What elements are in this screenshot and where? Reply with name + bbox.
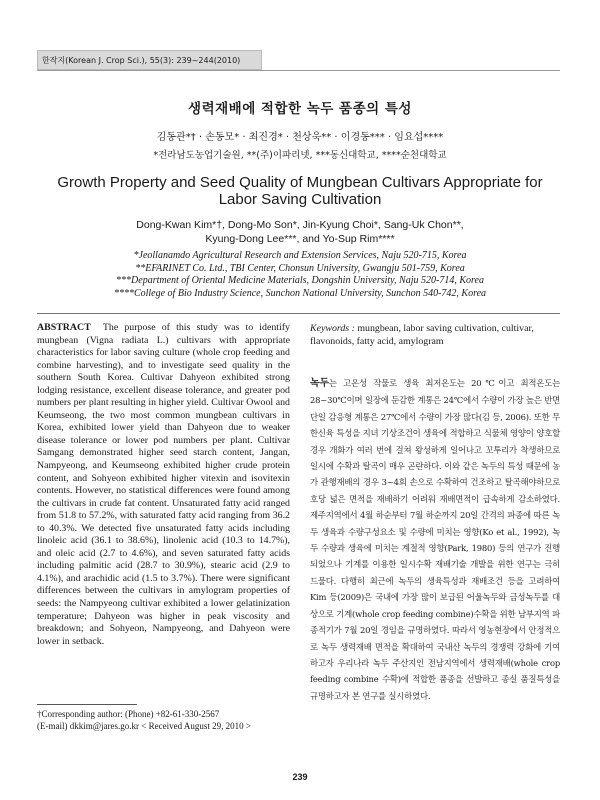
affiliation-4: ****College of Bio Industry Science, Sunchon National University, Sunchon 540-742, Korea — [113, 288, 487, 300]
affiliation-2: **EFARINET Co. Ltd., TBI Center, Chonsun University, Gwangju 501-759, Korea — [135, 262, 465, 274]
abstract — [37, 322, 290, 648]
korean-title: 생력재배에 적합한 녹두 품종의 특성 — [188, 101, 412, 117]
page-number: 239 — [292, 772, 308, 782]
english-authors — [0, 218, 600, 246]
introduction — [310, 375, 560, 704]
section-rule — [37, 313, 560, 314]
footnote-rule — [37, 704, 137, 705]
intro-lead: 녹두 — [310, 378, 329, 389]
english-affiliations — [0, 250, 600, 301]
keywords-text: mungbean, labor saving cultivation, cultivar, flavonoids, fatty acid, amylogram — [310, 323, 534, 347]
english-authors-line2: Kyung-Dong Lee***, and Yo-Sup Rim**** — [205, 233, 395, 245]
affiliation-1: *Jeollanamdo Agricultural Research and Extension Services, Naju 520-715, Korea — [133, 250, 467, 261]
english-title-line2: Labor Saving Cultivation — [218, 191, 382, 208]
korean-affiliations: *전라남도농업기술원, **(주)이파리넷, ***동신대학교, ****순천대학교 — [153, 150, 447, 161]
keywords-label: Keywords : — [310, 323, 355, 334]
footnote — [37, 709, 297, 732]
english-title-line1: Growth Property and Seed Quality of Mungbean Cultivars Appropriate for — [57, 174, 543, 191]
affiliation-3: ***Department of Oriental Medicine Materials, Dongshin University, Naju 520-714, Korea — [116, 275, 484, 287]
korean-authors: 김동관*† · 손동모* · 최진경* · 천상욱** · 이경동*** · 임요섭**** — [156, 132, 444, 143]
footnote-corresponding: †Corresponding author: (Phone) +82-61-330-2567 — [37, 709, 220, 719]
header-rule — [37, 70, 560, 71]
intro-text: 는 고온성 작물로 생육 최저온도는 20℃이고 최적온도는 28~30℃이며 일장에 둔감한 계통은 24℃에서 수량이 가장 높은 반면 단일 감응형 계통은 27℃에서 수량이 가장 많다(김 등, 2006). 또한 무한신육 특성을 지녀 기상조건이 생육에 적합하고 식물체 영양이 양호할 경우 개화가 여러 번에 걸쳐 왕성하게 일어나고 꼬투리가 착생하므로 일시에 수확과 탈곡이 매우 곤란하다. 이와 같은 녹두의 특성 때문에 농가 관행재배의 경우 3~4회 손으로 수확하여 건조하고 탈곡해야하므로 호당 넓은 면적을 재배하기 어려워 재배면적이 급속하게 감소하였다. 제주지역에서 4월 하순부터 7월 하순까지 20일 간격의 파종에 따른 녹두 생육과 수량구성요소 및 수량에 미치는 영향(Ko et al., 1992), 녹두 수량과 생육에 미치는 계절적 영향(Park, 1980) 등의 연구가 진행되었으나 기계를 이용한 일시수확 재배기술 개발을 위한 연구는 극히 드물다. 다행히 최근에 녹두의 생육특성과 재배조건 등을 고려하여 Kim 등(2009)은 국내에 가장 많이 보급된 어울녹두와 금성녹두를 대상으로 기계(whole crop feeding combine)수확을 위한 남부지역 파종적기가 7월 20일 경임을 규명하였다. 따라서 영농현장에서 안정적으로 녹두 생력재배 면적을 확대하여 국내산 녹두의 경쟁력 강화에 기여하고자 우리나라 녹두 주산지인 전남지역에서 생력재배(whole crop feeding combine 수확)에 적합한 품종을 선발하고 종실 품질특성을 규명하고자 본 연구를 실시하였다. — [310, 378, 560, 701]
abstract-label: ABSTRACT — [37, 322, 91, 333]
abstract-text: The purpose of this study was to identify mungbean (Vigna radiata L.) cultivars with appropriate characteristics for labor saving culture (whole crop feeding and combine harvesting), and to investigate seed quality in the southern South Korea. Cultivar Dahyeon exhibited strong lodging resistance, excellent disease tolerance, and greater pod numbers per plant resulting in higher yield. Cultivar Owool and Keumseong, the two most common mungbean cultivars in Korea, exhibited lower yield than Dahyeon due to weaker disease tolerance or lower pod numbers per plant. Cultivar Samgang demonstrated higher seed starch content, Jangan, Nampyeong, and Keumseong exhibited higher crude protein content, and Sohyeon exhibited higher vitexin and isovitexin contents. However, no statistical differences were found among the cultivars in crude fat content. Unsaturated fatty acid ranged from 51.8 to 57.2%, with saturated fatty acid ranging from 36.2 to 40.3%. We detected five unsaturated fatty acids including linoleic acid (36.1 to 38.6%), linolenic acid (10.3 to 14.7%), and oleic acid (2.7 to 4.6%), and seven saturated fatty acids including palmitic acid (28.7 to 30.9%), stearic acid (2.9 to 4.1%), and arachidic acid (1.5 to 3.7%). There were significant differences between the cultivars in amylogram properties of seeds: the Nampyeong cultivar exhibited a lower gelatinization temperature; Dahyeon was higher in peak viscosity and breakdown; and Sohyeon, Nampyeong, and Dahyeon were lower in setback. — [37, 322, 290, 647]
english-authors-line1: Dong-Kwan Kim*†, Dong-Mo Son*, Jin-Kyung Choi*, Sang-Uk Chon**, — [136, 219, 464, 231]
keywords — [310, 322, 555, 348]
journal-header: 한작지(Korean J. Crop Sci.), 55(3): 239~244(2010) — [37, 50, 262, 70]
footnote-email: (E-mail) dkkim@jares.go.kr < Received August 29, 2010 > — [37, 720, 251, 731]
english-title — [0, 174, 600, 208]
